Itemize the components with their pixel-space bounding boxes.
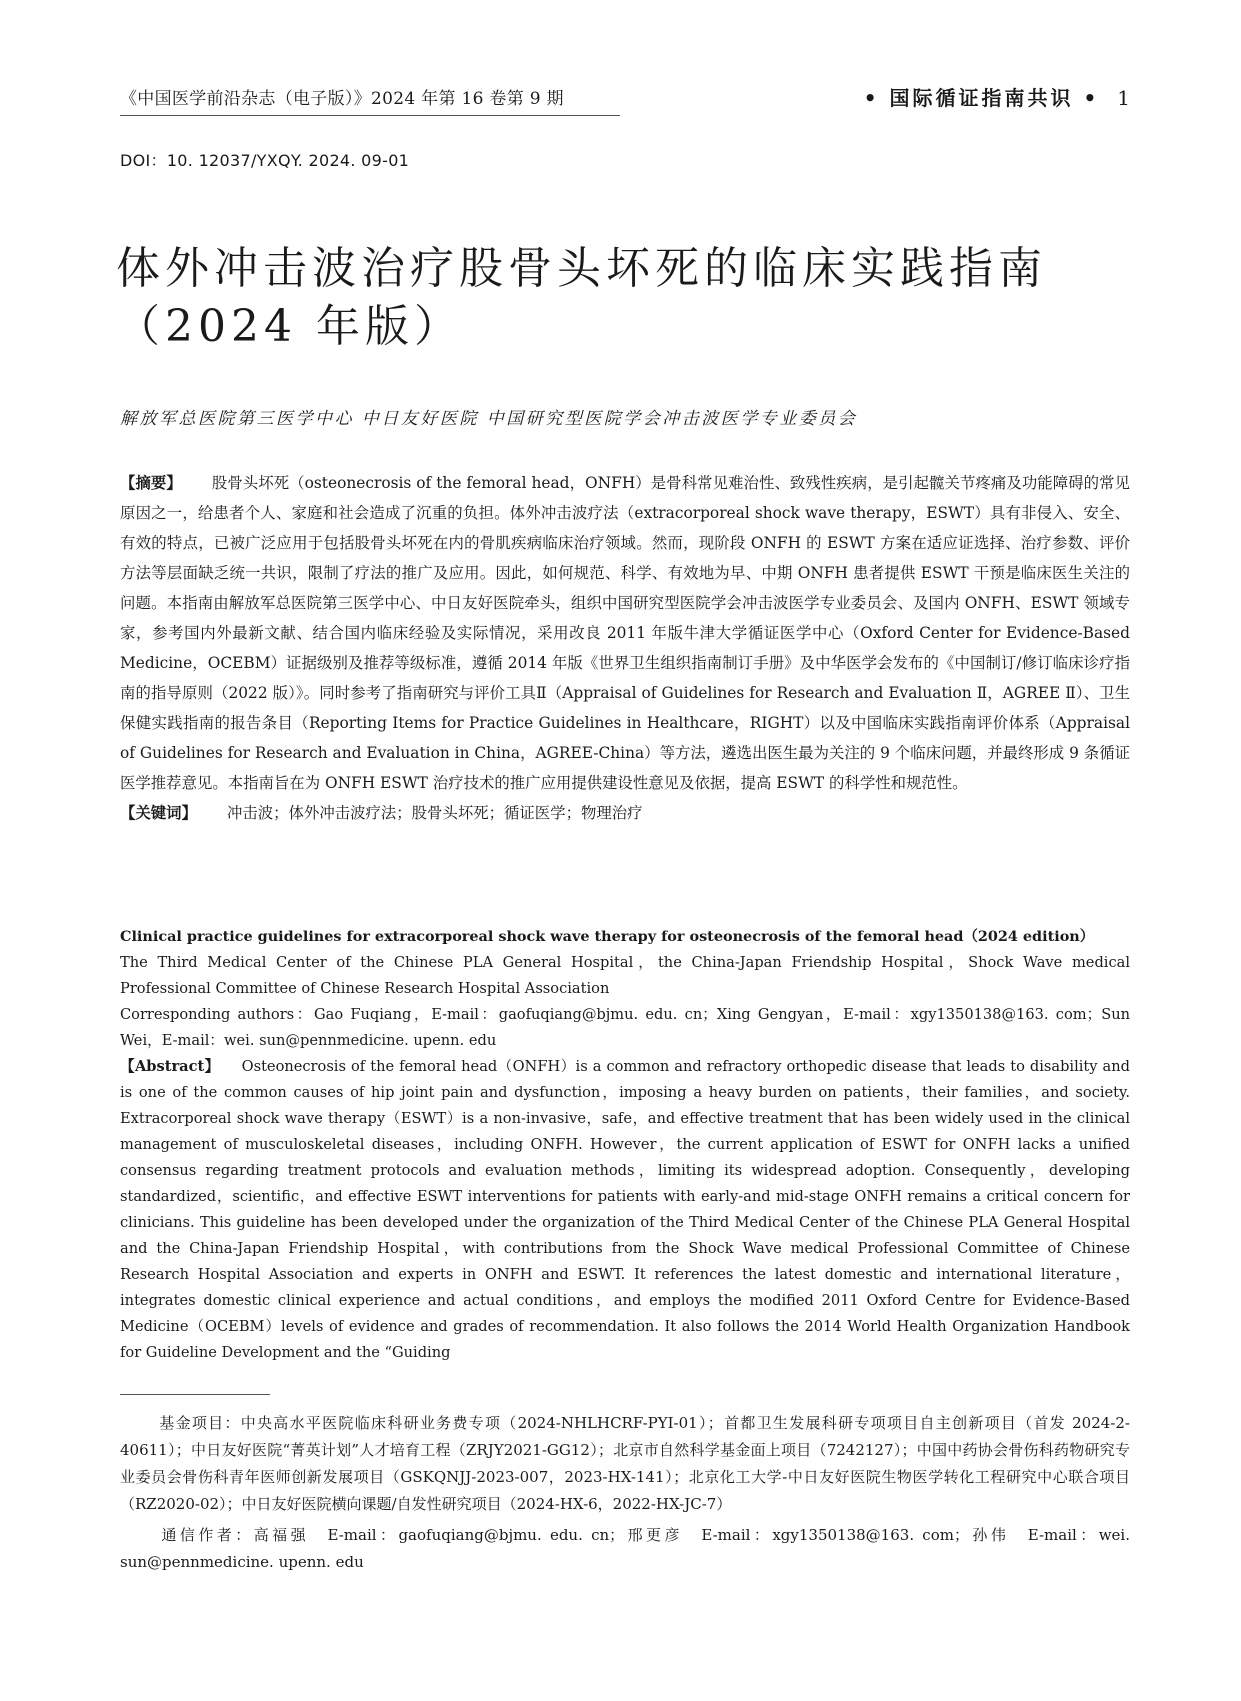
footnotes [120, 1410, 1130, 1576]
english-corresponding: Corresponding authors：Gao Fuqiang，E-mail：gaofuqiang@bjmu. edu. cn；Xing Gengyan，E-mail：xgy1350138@163. com；Sun Wei，E-mail：wei. sun@pennmedicine. upenn. edu [120, 1006, 1130, 1049]
article-title [116, 240, 1136, 356]
funding-note [120, 1410, 1130, 1518]
journal-header: 《中国医学前沿杂志（电子版）》2024 年第 16 卷第 9 期 [120, 84, 620, 116]
chinese-abstract [120, 468, 1130, 828]
keywords [120, 798, 1130, 828]
article-title-line-2: （2024 年版） [116, 301, 463, 352]
footnote-rule [120, 1394, 270, 1395]
zh-abstract-label: 【摘要】 [120, 474, 182, 492]
english-abstract-label: 【Abstract】 [120, 1058, 220, 1075]
funding-text: 基金项目：中央高水平医院临床科研业务费专项（2024-NHLHCRF-PYI-01）；首都卫生发展科研专项项目自主创新项目（首发 2024-2-40611）；中日友好医院“菁英计划”人才培育工程（ZRJY2021-GG12）；北京市自然科学基金面上项目（7242127）；中国中药协会骨伤科药物研究专业委员会骨伤科青年医师创新发展项目（GSKQNJJ-2023-007，2023-HX-141）；北京化工大学-中日友好医院生物医学转化工程研究中心联合项目（RZ2020-02）；中日友好医院横向课题/自发性研究项目（2024-HX-6，2022-HX-JC-7） [120, 1414, 1130, 1513]
correspondence-note [120, 1522, 1130, 1576]
article-title-line-1: 体外冲击波治疗股骨头坏死的临床实践指南 [116, 243, 1047, 294]
english-abstract [120, 1054, 1130, 1366]
english-abstract-text: Osteonecrosis of the femoral head（ONFH）is a common and refractory orthopedic disease that leads to disability and is one of the common causes of hip joint pain and dysfunction，imposing a heavy burden on patients，their families，and society. Extracorporeal shock wave therapy（ESWT）is a non-invasive，safe，and effective treatment that has been widely used in the clinical management of musculoskeletal diseases，including ONFH. However，the current application of ESWT for ONFH lacks a unified consensus regarding treatment protocols and evaluation methods，limiting its widespread adoption. Consequently，developing standardized，scientific，and effective ESWT interventions for patients with early-and mid-stage ONFH remains a critical concern for clinicians. This guideline has been developed under the organization of the Third Medical Center of the Chinese PLA General Hospital and the China-Japan Friendship Hospital，with contributions from the Shock Wave medical Professional Committee of Chinese Research Hospital Association and experts in ONFH and ESWT. It references the latest domestic and international literature，integrates domestic clinical experience and actual conditions，and employs the modified 2011 Oxford Centre for Evidence-Based Medicine（OCEBM）levels of evidence and grades of recommendation. It also follows the 2014 World Health Organization Handbook for Guideline Development and the “Guiding [120, 1058, 1131, 1361]
page-number: 1 [1117, 86, 1130, 110]
keywords-text: 冲击波；体外冲击波疗法；股骨头坏死；循证医学；物理治疗 [226, 804, 643, 822]
section-header [864, 82, 1130, 111]
english-affiliation: The Third Medical Center of the Chinese PLA General Hospital，the China-Japan Friendship Hospital，Shock Wave medical Professional Committee of Chinese Research Hospital Association [120, 954, 1130, 997]
correspondence-text: 通信作者：高福强 E-mail：gaofuqiang@bjmu. edu. cn；邢更彦 E-mail：xgy1350138@163. com；孙伟 E-mail：wei. sun@pennmedicine. upenn. edu [120, 1526, 1130, 1571]
zh-abstract-text: 股骨头坏死（osteonecrosis of the femoral head，ONFH）是骨科常见难治性、致残性疾病，是引起髋关节疼痛及功能障碍的常见原因之一，给患者个人、家庭和社会造成了沉重的负担。体外冲击波疗法（extracorporeal shock wave therapy，ESWT）具有非侵入、安全、有效的特点，已被广泛应用于包括股骨头坏死在内的骨肌疾病临床治疗领域。然而，现阶段 ONFH 的 ESWT 方案在适应证选择、治疗参数、评价方法等层面缺乏统一共识，限制了疗法的推广及应用。因此，如何规范、科学、有效地为早、中期 ONFH 患者提供 ESWT 干预是临床医生关注的问题。本指南由解放军总医院第三医学中心、中日友好医院牵头，组织中国研究型医院学会冲击波医学专业委员会、及国内 ONFH、ESWT 领域专家，参考国内外最新文献、结合国内临床经验及实际情况，采用改良 2011 年版牛津大学循证医学中心（Oxford Center for Evidence-Based Medicine，OCEBM）证据级别及推荐等级标准，遵循 2014 年版《世界卫生组织指南制订手册》及中华医学会发布的《中国制订/修订临床诊疗指南的指导原则（2022 版）》。同时参考了指南研究与评价工具Ⅱ（Appraisal of Guidelines for Research and Evaluation Ⅱ，AGREE Ⅱ）、卫生保健实践指南的报告条目（Reporting Items for Practice Guidelines in Healthcare，RIGHT）以及中国临床实践指南评价体系（Appraisal of Guidelines for Research and Evaluation in China，AGREE-China）等方法，遴选出医生最为关注的 9 个临床问题，并最终形成 9 条循证医学推荐意见。本指南旨在为 ONFH ESWT 治疗技术的推广应用提供建设性意见及依据，提高 ESWT 的科学性和规范性。 [120, 474, 1130, 792]
section-label: • 国际循证指南共识 • [863, 86, 1100, 110]
keywords-label: 【关键词】 [120, 804, 197, 822]
doi: DOI：10. 12037/YXQY. 2024. 09-01 [120, 151, 410, 170]
english-section [120, 924, 1130, 1366]
english-title: Clinical practice guidelines for extracorporeal shock wave therapy for osteonecrosis of the femoral head（2024 edition） [120, 928, 1095, 945]
zh-abstract-paragraph [120, 468, 1130, 798]
organizations: 解放军总医院第三医学中心 中日友好医院 中国研究型医院学会冲击波医学专业委员会 [120, 409, 858, 429]
